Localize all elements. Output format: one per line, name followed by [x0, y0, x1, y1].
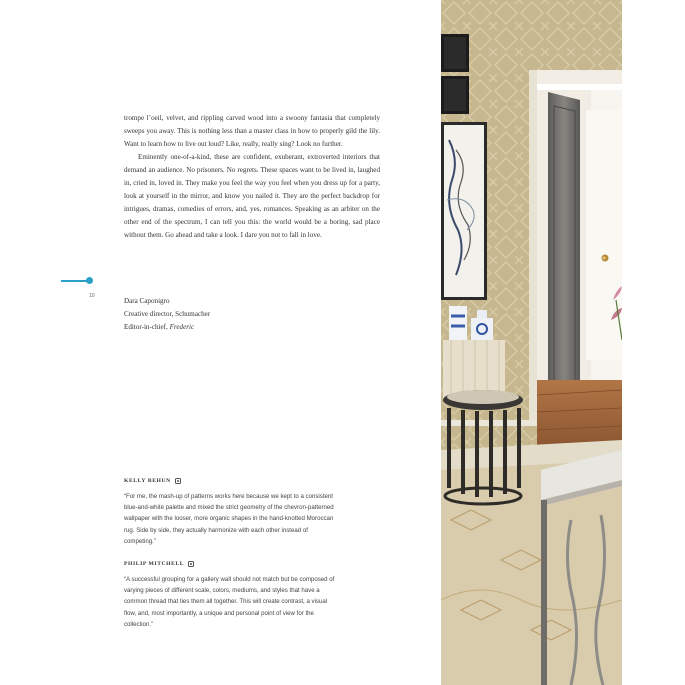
page-number: 10 — [89, 293, 95, 299]
interior-photo-illustration — [441, 0, 622, 685]
quote-kelly-behun — [124, 476, 339, 547]
quote-text: “For me, the mash-up of patterns works here because we kept to a consistent blue-and-white palette and mixed the strict geometry of the chevron-patterned wallpaper with the looser, more organic shapes in the hand-knotted Moroccan rug. Side by side, they actually harmonize with each other instead of competing.” — [124, 493, 334, 545]
quote-author: PHILIP MITCHELL — [124, 560, 185, 567]
signature-publication: Frederic — [169, 323, 195, 332]
interior-photo — [441, 0, 622, 685]
body-paragraph: trompe l’oeil, velvet, and rippling carved wood into a swoony fantasia that completely sweeps you away. This is nothing less than a master class in how to properly gild the lily. Want to learn how to live out loud? Like, really, really sing? Look no further. — [124, 114, 380, 149]
signature-block — [124, 295, 344, 334]
signature-title: Creative director, Schumacher — [124, 310, 211, 319]
marker-line — [61, 280, 89, 282]
marker-dot — [86, 277, 93, 284]
instagram-icon — [175, 478, 181, 484]
body-text — [124, 112, 380, 242]
signature-editor-line — [124, 321, 344, 334]
signature-name: Dara Caponigro — [124, 297, 170, 305]
quote-philip-mitchell — [124, 559, 339, 630]
page-marker — [61, 276, 95, 290]
quote-text: “A successful grouping for a gallery wall should not match but be composed of varying pieces of different scale, colors, mediums, and styles that have a common thread that ties them all together. This will create contrast, a visual flow, and, most importantly, a unique and personal point of view for the collection.” — [124, 576, 335, 628]
quote-author: KELLY BEHUN — [124, 477, 171, 484]
signature-editor-prefix: Editor-in-chief, — [124, 323, 170, 332]
instagram-icon — [188, 561, 194, 567]
body-paragraph: Eminently one-of-a-kind, these are confident, exuberant, extroverted interiors that demand an audience. No prisoners. No regrets. These spaces want to be lived in, laughed in, cried in, loved in. They make you feel the way you feel when you dress up for a party, look at yourself in the mirror, and know you nailed it. They are the perfect backdrop for intrigues, dramas, comedies of errors, and, yes, romances. Speaking as an arbiter on the other end of the spectrum, I can tell you this: the world would be a boring, sad place without them. Go ahead and take a look. I dare you not to fall in love. — [124, 153, 380, 240]
